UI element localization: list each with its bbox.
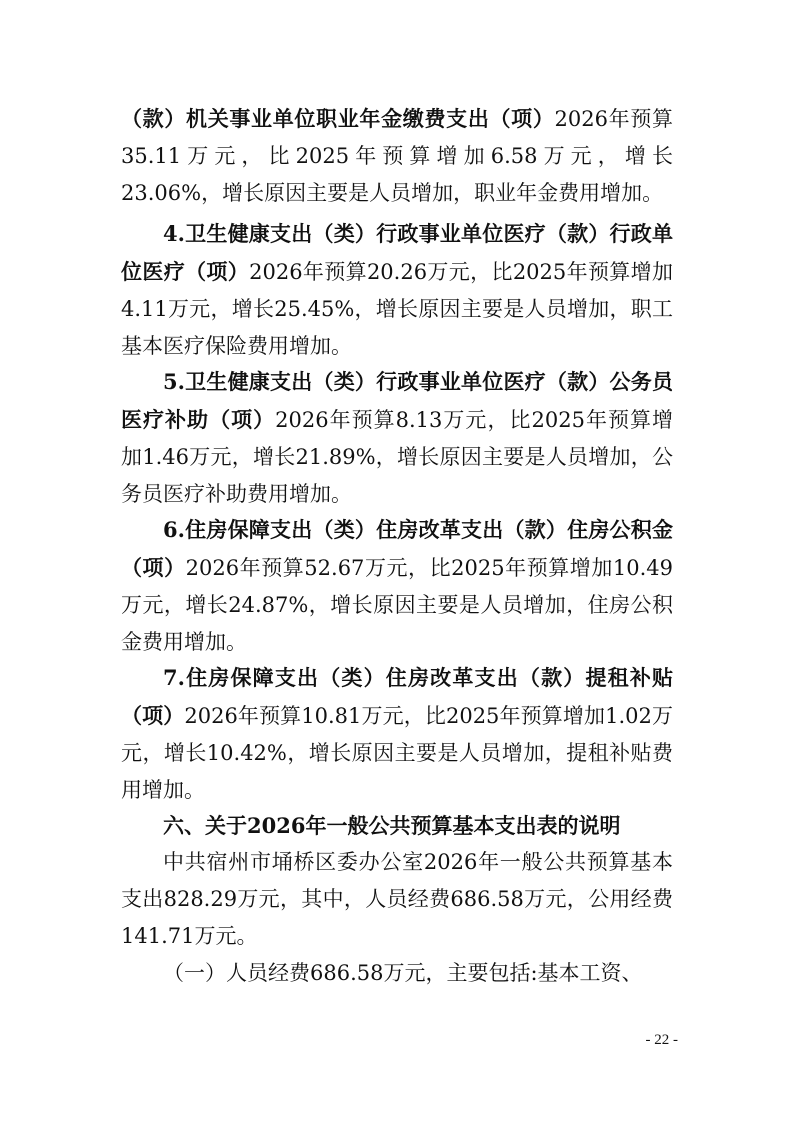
paragraph-body: 2026年预算52.67万元，比2025年预算增加10.49万元，增长24.87%，增长原因主要是人员增加，住房公积金费用增加。: [121, 556, 674, 654]
paragraph-body: 2026年预算20.26万元，比2025年预算增加4.11万元，增长25.45%，增长原因主要是人员增加，职工基本医疗保险费用增加。: [121, 260, 674, 358]
paragraph-title: 6.住房保障支出（类）住房改革支出（款）住房公积金（项）: [121, 517, 673, 580]
paragraph-pension-contribution: [121, 100, 673, 212]
paragraph-title: （款）机关事业单位职业年金缴费支出（项）: [121, 106, 555, 131]
paragraph-title: 5.卫生健康支出（类）行政事业单位医疗（款）公务员医疗补助（项）: [121, 369, 673, 432]
paragraph-body: 2026年预算35.11万元，比2025年预算增加6.58万元，增长23.06%，增长原因主要是人员增加，职业年金费用增加。: [121, 107, 674, 205]
paragraph-title: 7.住房保障支出（类）住房改革支出（款）提租补贴（项）: [121, 665, 673, 728]
section-heading: 六、关于2026年一般公共预算基本支出表的说明: [163, 813, 621, 838]
paragraph-civil-servant-medical: [121, 363, 673, 513]
sub-paragraph-personnel: （一）人员经费686.58万元，主要包括:基本工资、: [163, 961, 643, 985]
summary-paragraph: 中共宿州市埇桥区委办公室2026年一般公共预算基本支出828.29万元，其中，人员经费686.58万元，公用经费141.71万元。: [121, 850, 673, 948]
paragraph-body: 2026年预算8.13万元，比2025年预算增加1.46万元，增长21.89%，增长原因主要是人员增加，公务员医疗补助费用增加。: [121, 408, 673, 506]
paragraph-body: 2026年预算10.81万元，比2025年预算增加1.02万元，增长10.42%，增长原因主要是人员增加，提租补贴费用增加。: [121, 704, 674, 802]
paragraph-housing-fund: [121, 511, 673, 661]
paragraph-rent-subsidy: [121, 659, 673, 809]
paragraph-title: 4.卫生健康支出（类）行政事业单位医疗（款）行政单位医疗（项）: [121, 221, 673, 284]
paragraph-administrative-medical: [121, 215, 673, 365]
page-number: - 22 -: [645, 1032, 678, 1048]
